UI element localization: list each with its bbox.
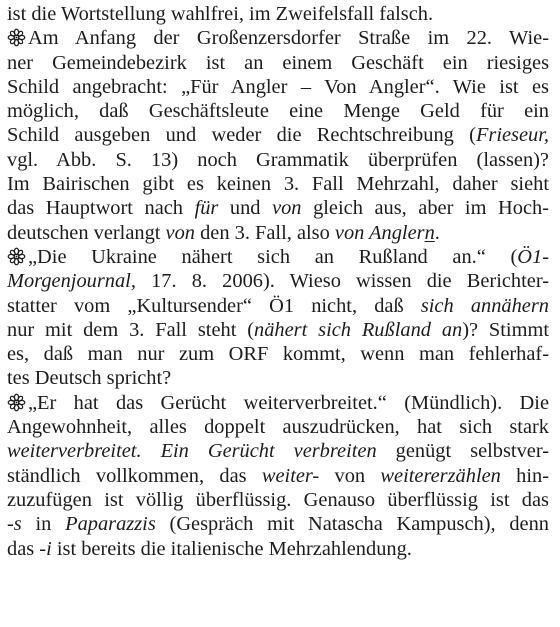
text-run: ner Gemeindebezirk ist an einem Geschäft ein riesiges <box>7 51 549 74</box>
italic-run: -s <box>7 513 22 536</box>
text-line <box>7 342 549 366</box>
text-line <box>7 172 549 196</box>
text-run: von <box>319 464 381 487</box>
text-line <box>7 439 549 463</box>
italic-run: -i <box>39 537 52 560</box>
text-run: Im Bairischen gibt es keinen 3. Fall Mehrzahl, daher sieht <box>7 173 549 196</box>
text-line <box>7 366 549 390</box>
italic-run: sich annähern <box>420 294 549 317</box>
text-run: zuzufügen ist völlig überflüssig. Genauso überflüssig ist das <box>7 488 549 511</box>
text-run: vgl. Abb. S. 13) noch Grammatik überprüfen (lassen)? <box>7 148 549 171</box>
flower-ornament-icon <box>7 393 26 412</box>
text-run: Angewohnheit, alles doppelt auszudrücken, hat sich stark <box>7 416 549 439</box>
text-run: es, daß man nur zum ORF kommt, wenn man fehlerhaf- <box>7 343 549 366</box>
text-run: ist bereits die italienische Mehrzahlendung. <box>51 537 412 560</box>
text-line <box>7 391 549 415</box>
text-line <box>7 26 549 50</box>
text-line <box>7 512 549 536</box>
text-line <box>7 51 549 75</box>
italic-run: von Angler <box>334 221 425 244</box>
italic-run: Frieseur, <box>475 124 549 147</box>
italic-run: weiterverbreitet. <box>7 440 142 463</box>
flower-ornament-icon <box>7 28 26 47</box>
text-run: deutschen verlangt <box>7 221 166 244</box>
text-run: Schild ausgeben und weder die Rechtschreibung ( <box>7 124 476 147</box>
text-run: tes Deutsch spricht? <box>7 367 172 390</box>
text-line <box>7 269 549 293</box>
text-line <box>7 537 549 561</box>
text-run <box>142 440 161 462</box>
text-run: in <box>21 513 66 536</box>
text-run: nur mit dem 3. Fall steht ( <box>7 318 255 341</box>
text-line <box>7 415 549 439</box>
text-run: )? Stimmt <box>462 318 549 341</box>
flower-ornament-icon <box>7 247 26 266</box>
text-run: statter vom „Kultursender“ Ö1 nicht, daß <box>7 294 421 317</box>
text-run: hin- <box>500 464 550 487</box>
text-run: und <box>218 197 273 220</box>
underlined-ending: n <box>424 221 435 244</box>
text-line <box>7 245 549 269</box>
italic-run: nähert sich Rußland an <box>254 318 463 341</box>
text-run: das <box>7 537 40 560</box>
text-run: gleich aus, aber im Hoch- <box>301 197 549 220</box>
italic-run: von <box>272 197 302 220</box>
text-run: (Gespräch mit Natascha Kampusch), denn <box>155 513 550 536</box>
text-line <box>7 488 549 512</box>
text-line <box>7 75 549 99</box>
text-run: . <box>434 221 440 244</box>
text-line <box>7 123 549 147</box>
italic-run: weiter- <box>261 464 320 487</box>
text-run: 17. 8. 2006). Wieso wissen die Berichter- <box>135 270 549 293</box>
text-line <box>7 221 549 245</box>
italic-run: für <box>194 197 219 220</box>
text-run: möglich, daß Geschäftsleute eine Menge Geld für ein <box>7 100 549 123</box>
text-line <box>7 196 549 220</box>
text-line <box>7 99 549 123</box>
text-line <box>7 148 549 172</box>
text-run: Am Anfang der Großenzersdorfer Straße im 22. Wie- <box>28 27 549 50</box>
text-line <box>7 464 549 488</box>
italic-run: Ein Gerücht verbreiten <box>160 440 377 463</box>
text-run: das Hauptwort nach <box>7 197 195 220</box>
text-run: genügt selbstver- <box>376 440 549 463</box>
italic-run: Morgenjournal, <box>7 270 136 293</box>
text-run: ist die Wortstellung wahlfrei, im Zweifelsfall falsch. <box>7 3 434 25</box>
text-run: ständlich vollkommen, das <box>7 464 262 487</box>
text-run: den 3. Fall, also <box>195 221 335 244</box>
document-page <box>7 2 549 561</box>
text-line <box>7 294 549 318</box>
italic-run: weitererzählen <box>380 464 501 487</box>
text-run: Schild angebracht: „Für Angler – Von Angler“. Wie ist es <box>7 75 549 98</box>
text-line <box>7 2 549 26</box>
italic-run: von <box>165 221 195 244</box>
italic-run: Ö1- <box>517 245 549 268</box>
italic-run: Paparazzis <box>65 513 156 536</box>
text-run: „Er hat das Gerücht weiterverbreitet.“ (Mündlich). Die <box>28 391 549 414</box>
text-run: „Die Ukraine nähert sich an Rußland an.“ ( <box>28 245 518 268</box>
text-line <box>7 318 549 342</box>
